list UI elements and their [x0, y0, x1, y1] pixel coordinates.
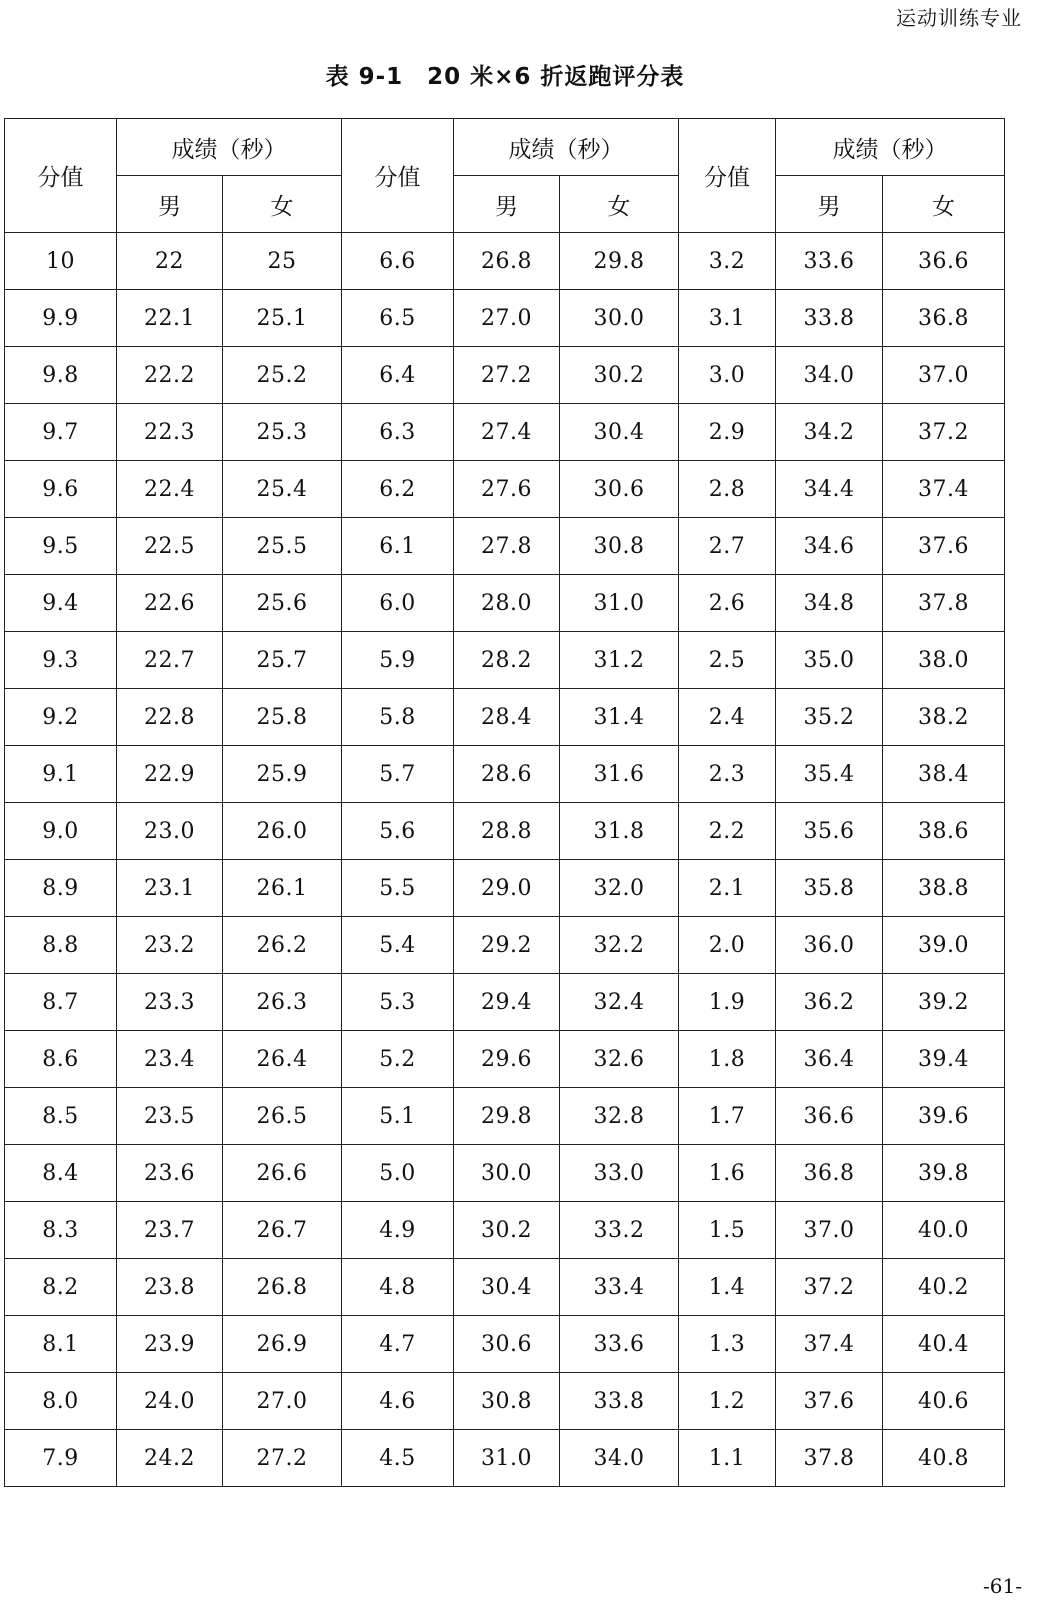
male-time-cell: 34.8	[776, 575, 883, 632]
female-time-cell: 25.3	[223, 404, 342, 461]
score-value-cell: 5.9	[342, 632, 454, 689]
male-time-cell: 37.0	[776, 1202, 883, 1259]
female-time-cell: 32.0	[560, 860, 679, 917]
male-time-cell: 23.8	[117, 1259, 223, 1316]
score-value-cell: 8.3	[5, 1202, 117, 1259]
score-value-cell: 8.1	[5, 1316, 117, 1373]
table-row	[5, 347, 1005, 404]
female-time-cell: 31.8	[560, 803, 679, 860]
male-time-cell: 35.8	[776, 860, 883, 917]
score-value-cell: 8.6	[5, 1031, 117, 1088]
male-time-cell: 34.2	[776, 404, 883, 461]
female-header: 女	[560, 176, 679, 233]
score-value-cell: 9.0	[5, 803, 117, 860]
score-value-cell: 2.6	[679, 575, 776, 632]
score-value-cell: 5.7	[342, 746, 454, 803]
score-value-cell: 6.1	[342, 518, 454, 575]
female-time-cell: 30.0	[560, 290, 679, 347]
female-time-cell: 32.6	[560, 1031, 679, 1088]
table-row	[5, 974, 1005, 1031]
score-value-cell: 9.4	[5, 575, 117, 632]
female-time-cell: 37.4	[883, 461, 1005, 518]
score-value-cell: 6.4	[342, 347, 454, 404]
female-time-cell: 40.2	[883, 1259, 1005, 1316]
male-time-cell: 28.8	[454, 803, 560, 860]
table-row	[5, 1316, 1005, 1373]
female-time-cell: 37.8	[883, 575, 1005, 632]
score-value-cell: 8.9	[5, 860, 117, 917]
table-row	[5, 1202, 1005, 1259]
table-row	[5, 404, 1005, 461]
female-time-cell: 26.8	[223, 1259, 342, 1316]
score-value-cell: 4.8	[342, 1259, 454, 1316]
male-time-cell: 22.5	[117, 518, 223, 575]
score-value-cell: 4.7	[342, 1316, 454, 1373]
male-time-cell: 30.8	[454, 1373, 560, 1430]
female-time-cell: 29.8	[560, 233, 679, 290]
female-time-cell: 33.2	[560, 1202, 679, 1259]
score-header: 分值	[679, 119, 776, 233]
female-time-cell: 38.4	[883, 746, 1005, 803]
female-time-cell: 39.2	[883, 974, 1005, 1031]
female-time-cell: 33.0	[560, 1145, 679, 1202]
male-time-cell: 23.9	[117, 1316, 223, 1373]
score-value-cell: 5.0	[342, 1145, 454, 1202]
score-value-cell: 5.2	[342, 1031, 454, 1088]
score-value-cell: 3.0	[679, 347, 776, 404]
score-value-cell: 9.8	[5, 347, 117, 404]
female-time-cell: 25	[223, 233, 342, 290]
score-value-cell: 8.7	[5, 974, 117, 1031]
female-time-cell: 38.2	[883, 689, 1005, 746]
table-row	[5, 518, 1005, 575]
female-time-cell: 32.8	[560, 1088, 679, 1145]
male-time-cell: 35.4	[776, 746, 883, 803]
female-time-cell: 40.0	[883, 1202, 1005, 1259]
female-time-cell: 25.7	[223, 632, 342, 689]
male-time-cell: 35.6	[776, 803, 883, 860]
table-row	[5, 632, 1005, 689]
male-time-cell: 36.2	[776, 974, 883, 1031]
score-value-cell: 9.5	[5, 518, 117, 575]
male-time-cell: 37.2	[776, 1259, 883, 1316]
female-time-cell: 30.6	[560, 461, 679, 518]
female-time-cell: 37.2	[883, 404, 1005, 461]
female-time-cell: 26.5	[223, 1088, 342, 1145]
result-header: 成绩（秒）	[117, 119, 342, 176]
male-time-cell: 29.2	[454, 917, 560, 974]
female-time-cell: 26.1	[223, 860, 342, 917]
male-time-cell: 37.6	[776, 1373, 883, 1430]
score-value-cell: 1.3	[679, 1316, 776, 1373]
table-row	[5, 1430, 1005, 1487]
male-time-cell: 29.6	[454, 1031, 560, 1088]
female-time-cell: 33.8	[560, 1373, 679, 1430]
score-value-cell: 9.2	[5, 689, 117, 746]
male-time-cell: 22.3	[117, 404, 223, 461]
score-value-cell: 2.4	[679, 689, 776, 746]
male-time-cell: 36.8	[776, 1145, 883, 1202]
score-value-cell: 1.1	[679, 1430, 776, 1487]
score-value-cell: 8.8	[5, 917, 117, 974]
male-time-cell: 26.8	[454, 233, 560, 290]
female-time-cell: 27.0	[223, 1373, 342, 1430]
male-time-cell: 30.2	[454, 1202, 560, 1259]
score-value-cell: 4.5	[342, 1430, 454, 1487]
male-time-cell: 27.0	[454, 290, 560, 347]
male-time-cell: 36.6	[776, 1088, 883, 1145]
male-time-cell: 23.5	[117, 1088, 223, 1145]
male-time-cell: 31.0	[454, 1430, 560, 1487]
female-time-cell: 25.8	[223, 689, 342, 746]
male-time-cell: 34.6	[776, 518, 883, 575]
male-time-cell: 34.4	[776, 461, 883, 518]
table-row	[5, 1259, 1005, 1316]
score-value-cell: 5.3	[342, 974, 454, 1031]
table-row	[5, 917, 1005, 974]
score-value-cell: 6.0	[342, 575, 454, 632]
score-value-cell: 9.6	[5, 461, 117, 518]
female-time-cell: 30.4	[560, 404, 679, 461]
score-header: 分值	[342, 119, 454, 233]
female-time-cell: 31.4	[560, 689, 679, 746]
male-time-cell: 36.4	[776, 1031, 883, 1088]
female-time-cell: 25.1	[223, 290, 342, 347]
female-time-cell: 31.0	[560, 575, 679, 632]
score-value-cell: 6.5	[342, 290, 454, 347]
score-header: 分值	[5, 119, 117, 233]
male-time-cell: 35.0	[776, 632, 883, 689]
score-value-cell: 6.2	[342, 461, 454, 518]
female-time-cell: 36.8	[883, 290, 1005, 347]
female-time-cell: 32.2	[560, 917, 679, 974]
score-value-cell: 7.9	[5, 1430, 117, 1487]
female-time-cell: 26.9	[223, 1316, 342, 1373]
female-time-cell: 25.6	[223, 575, 342, 632]
male-time-cell: 23.6	[117, 1145, 223, 1202]
female-time-cell: 34.0	[560, 1430, 679, 1487]
female-time-cell: 37.6	[883, 518, 1005, 575]
table-title: 表 9-1 20 米×6 折返跑评分表	[325, 64, 685, 90]
header-row-1	[5, 119, 1005, 176]
score-value-cell: 1.9	[679, 974, 776, 1031]
male-time-cell: 33.8	[776, 290, 883, 347]
score-value-cell: 1.4	[679, 1259, 776, 1316]
score-value-cell: 5.8	[342, 689, 454, 746]
table-row	[5, 860, 1005, 917]
header-row-2	[5, 176, 1005, 233]
female-time-cell: 26.7	[223, 1202, 342, 1259]
score-value-cell: 2.3	[679, 746, 776, 803]
female-time-cell: 38.0	[883, 632, 1005, 689]
score-value-cell: 3.2	[679, 233, 776, 290]
male-time-cell: 23.3	[117, 974, 223, 1031]
female-time-cell: 25.9	[223, 746, 342, 803]
male-time-cell: 27.2	[454, 347, 560, 404]
female-time-cell: 25.4	[223, 461, 342, 518]
male-time-cell: 36.0	[776, 917, 883, 974]
male-time-cell: 22.2	[117, 347, 223, 404]
male-time-cell: 30.0	[454, 1145, 560, 1202]
score-value-cell: 10	[5, 233, 117, 290]
score-value-cell: 6.6	[342, 233, 454, 290]
female-time-cell: 30.2	[560, 347, 679, 404]
score-value-cell: 5.6	[342, 803, 454, 860]
male-time-cell: 22.1	[117, 290, 223, 347]
male-time-cell: 23.2	[117, 917, 223, 974]
female-time-cell: 40.4	[883, 1316, 1005, 1373]
score-value-cell: 1.5	[679, 1202, 776, 1259]
result-header: 成绩（秒）	[454, 119, 679, 176]
table-row	[5, 1373, 1005, 1430]
female-time-cell: 32.4	[560, 974, 679, 1031]
male-time-cell: 28.4	[454, 689, 560, 746]
male-time-cell: 27.4	[454, 404, 560, 461]
male-time-cell: 28.6	[454, 746, 560, 803]
male-time-cell: 22.6	[117, 575, 223, 632]
male-time-cell: 28.2	[454, 632, 560, 689]
score-value-cell: 8.5	[5, 1088, 117, 1145]
score-table-body	[5, 233, 1005, 1487]
result-header: 成绩（秒）	[776, 119, 1005, 176]
female-time-cell: 26.4	[223, 1031, 342, 1088]
male-time-cell: 37.8	[776, 1430, 883, 1487]
male-time-cell: 23.4	[117, 1031, 223, 1088]
score-value-cell: 2.7	[679, 518, 776, 575]
table-row	[5, 1088, 1005, 1145]
female-time-cell: 26.2	[223, 917, 342, 974]
female-time-cell: 39.6	[883, 1088, 1005, 1145]
male-time-cell: 28.0	[454, 575, 560, 632]
male-time-cell: 30.6	[454, 1316, 560, 1373]
female-header: 女	[223, 176, 342, 233]
male-time-cell: 29.4	[454, 974, 560, 1031]
female-time-cell: 39.8	[883, 1145, 1005, 1202]
female-header: 女	[883, 176, 1005, 233]
table-row	[5, 746, 1005, 803]
score-value-cell: 1.7	[679, 1088, 776, 1145]
male-time-cell: 22.7	[117, 632, 223, 689]
male-time-cell: 29.0	[454, 860, 560, 917]
female-time-cell: 33.6	[560, 1316, 679, 1373]
table-row	[5, 461, 1005, 518]
score-value-cell: 2.1	[679, 860, 776, 917]
score-value-cell: 4.9	[342, 1202, 454, 1259]
table-row	[5, 1031, 1005, 1088]
male-time-cell: 22.4	[117, 461, 223, 518]
male-time-cell: 23.0	[117, 803, 223, 860]
table-row	[5, 233, 1005, 290]
male-time-cell: 27.8	[454, 518, 560, 575]
score-value-cell: 4.6	[342, 1373, 454, 1430]
male-time-cell: 23.1	[117, 860, 223, 917]
score-value-cell: 8.0	[5, 1373, 117, 1430]
female-time-cell: 40.8	[883, 1430, 1005, 1487]
male-time-cell: 29.8	[454, 1088, 560, 1145]
male-time-cell: 30.4	[454, 1259, 560, 1316]
male-header: 男	[117, 176, 223, 233]
female-time-cell: 39.4	[883, 1031, 1005, 1088]
table-row	[5, 290, 1005, 347]
table-row	[5, 803, 1005, 860]
female-time-cell: 26.6	[223, 1145, 342, 1202]
score-value-cell: 9.9	[5, 290, 117, 347]
female-time-cell: 26.3	[223, 974, 342, 1031]
female-time-cell: 30.8	[560, 518, 679, 575]
female-time-cell: 31.2	[560, 632, 679, 689]
male-time-cell: 37.4	[776, 1316, 883, 1373]
score-value-cell: 8.4	[5, 1145, 117, 1202]
score-value-cell: 2.5	[679, 632, 776, 689]
score-value-cell: 6.3	[342, 404, 454, 461]
male-header: 男	[776, 176, 883, 233]
male-time-cell: 34.0	[776, 347, 883, 404]
score-value-cell: 2.9	[679, 404, 776, 461]
score-value-cell: 1.6	[679, 1145, 776, 1202]
score-value-cell: 1.2	[679, 1373, 776, 1430]
male-time-cell: 35.2	[776, 689, 883, 746]
score-value-cell: 8.2	[5, 1259, 117, 1316]
female-time-cell: 27.2	[223, 1430, 342, 1487]
score-value-cell: 5.4	[342, 917, 454, 974]
male-time-cell: 22.9	[117, 746, 223, 803]
score-value-cell: 9.1	[5, 746, 117, 803]
male-time-cell: 22	[117, 233, 223, 290]
female-time-cell: 39.0	[883, 917, 1005, 974]
score-value-cell: 2.2	[679, 803, 776, 860]
male-header: 男	[454, 176, 560, 233]
male-time-cell: 24.0	[117, 1373, 223, 1430]
male-time-cell: 27.6	[454, 461, 560, 518]
score-value-cell: 5.1	[342, 1088, 454, 1145]
male-time-cell: 23.7	[117, 1202, 223, 1259]
female-time-cell: 40.6	[883, 1373, 1005, 1430]
score-value-cell: 3.1	[679, 290, 776, 347]
score-value-cell: 2.8	[679, 461, 776, 518]
table-row	[5, 689, 1005, 746]
score-value-cell: 1.8	[679, 1031, 776, 1088]
female-time-cell: 38.6	[883, 803, 1005, 860]
score-value-cell: 9.7	[5, 404, 117, 461]
female-time-cell: 31.6	[560, 746, 679, 803]
female-time-cell: 37.0	[883, 347, 1005, 404]
male-time-cell: 33.6	[776, 233, 883, 290]
score-value-cell: 9.3	[5, 632, 117, 689]
table-row	[5, 1145, 1005, 1202]
female-time-cell: 38.8	[883, 860, 1005, 917]
score-value-cell: 5.5	[342, 860, 454, 917]
running-header: 运动训练专业	[896, 6, 1022, 30]
page-number: -61-	[983, 1574, 1022, 1598]
score-table	[4, 118, 1005, 1487]
female-time-cell: 25.5	[223, 518, 342, 575]
female-time-cell: 26.0	[223, 803, 342, 860]
male-time-cell: 24.2	[117, 1430, 223, 1487]
female-time-cell: 25.2	[223, 347, 342, 404]
female-time-cell: 36.6	[883, 233, 1005, 290]
table-row	[5, 575, 1005, 632]
female-time-cell: 33.4	[560, 1259, 679, 1316]
score-value-cell: 2.0	[679, 917, 776, 974]
male-time-cell: 22.8	[117, 689, 223, 746]
